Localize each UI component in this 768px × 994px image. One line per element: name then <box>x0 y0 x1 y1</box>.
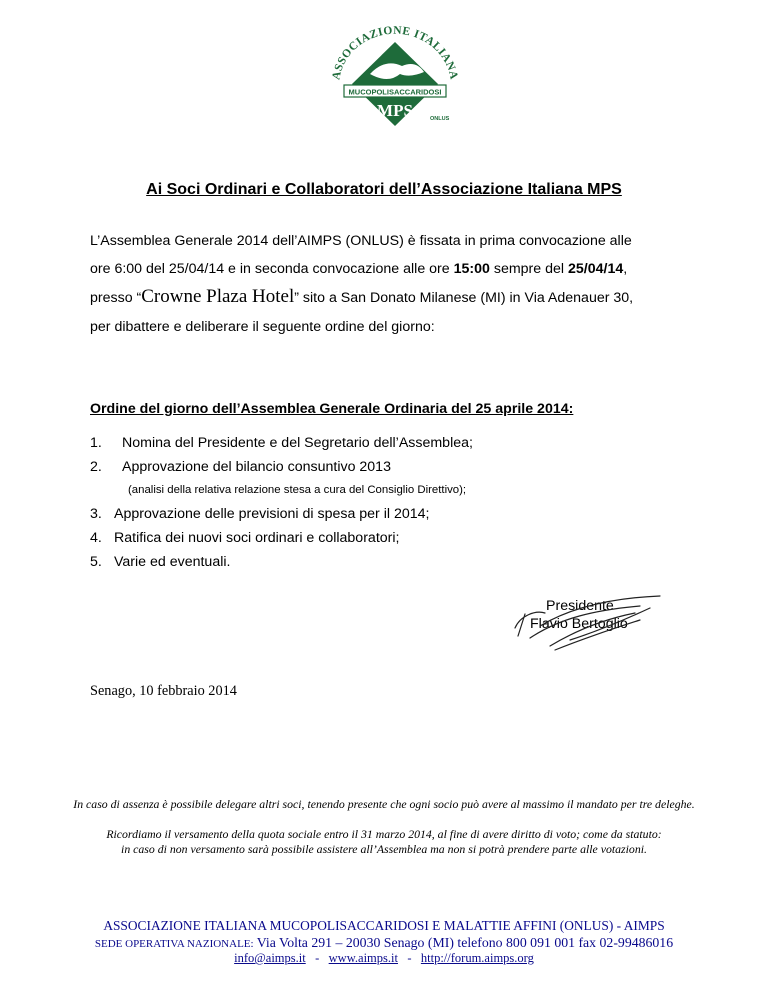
intro-line-4: per dibattere e deliberare il seguente ordine del giorno: <box>90 319 435 335</box>
intro-line-2 <box>90 255 685 283</box>
agenda-number: 2. <box>90 459 102 475</box>
agenda-number: 3. <box>90 506 102 522</box>
agenda-number: 5. <box>90 554 102 570</box>
email-link[interactable]: info@aimps.it <box>234 951 306 965</box>
intro-text: sempre del <box>489 261 568 277</box>
footer-separator: - <box>407 951 412 965</box>
agenda-text: Approvazione del bilancio consuntivo 2013 <box>122 459 391 475</box>
agenda-text: Ratifica dei nuovi soci ordinari e collaboratori; <box>114 530 400 546</box>
intro-text: ore 6:00 del 25/04/14 e in seconda convocazione alle ore <box>90 261 454 277</box>
agenda-item <box>90 530 399 546</box>
signature-name: Flavio Bertoglio <box>530 616 628 632</box>
document-date: Senago, 10 febbraio 2014 <box>90 683 237 699</box>
intro-line-3 <box>90 283 685 312</box>
intro-text: presso “ <box>90 290 142 306</box>
agenda-item <box>90 459 391 475</box>
forum-link[interactable]: http://forum.aimps.org <box>420 951 534 965</box>
agenda-sub-note: (analisi della relativa relazione stesa a cura del Consiglio Direttivo); <box>128 484 467 496</box>
aimps-logo <box>330 14 460 129</box>
agenda-title: Ordine del giorno dell’Assemblea Generale Ordinaria del 25 aprile 2014: <box>90 401 574 417</box>
logo-arc-text: ASSOCIAZIONE ITALIANA <box>330 24 460 81</box>
logo-mark: MPS <box>377 101 413 120</box>
logo-tag: ONLUS <box>430 116 450 122</box>
agenda-number: 4. <box>90 530 102 546</box>
footer-address-text: Via Volta 291 – 20030 Senago (MI) telefono 800 091 001 fax 02-99486016 <box>253 935 674 950</box>
agenda-item <box>90 554 230 570</box>
footer-org-name: ASSOCIAZIONE ITALIANA MUCOPOLISACCARIDOSI E MALATTIE AFFINI (ONLUS) - AIMPS <box>103 918 665 933</box>
delegation-note: In caso di assenza è possibile delegare altri soci, tenendo presente che ogni socio può avere al massimo il mandato per tre deleghe. <box>73 797 695 811</box>
fee-note-2: in caso di non versamento sarà possibile assistere all’Assemblea ma non si potrà prendere parte alle votazioni. <box>121 842 647 856</box>
agenda-text: Approvazione delle previsioni di spesa per il 2014; <box>114 506 430 522</box>
logo-band-text: MUCOPOLISACCARIDOSI <box>348 87 442 97</box>
footer-links <box>0 951 768 966</box>
agenda-item <box>90 435 473 451</box>
website-link[interactable]: www.aimps.it <box>328 951 398 965</box>
second-call-time: 15:00 <box>453 261 490 277</box>
footer-sede-label: SEDE OPERATIVA NAZIONALE: <box>94 938 254 950</box>
page-title: Ai Soci Ordinari e Collaboratori dell’Associazione Italiana MPS <box>146 181 622 198</box>
footer-address <box>0 935 768 951</box>
agenda-item <box>90 506 429 522</box>
footer-separator: - <box>315 951 320 965</box>
venue-name: Crowne Plaza Hotel <box>141 286 295 307</box>
agenda-text: Nomina del Presidente e del Segretario dell’Assemblea; <box>122 435 473 451</box>
signature-role: Presidente <box>546 598 614 614</box>
intro-text: ” sito a San Donato Milanese (MI) in Via Adenauer 30, <box>294 290 634 306</box>
intro-text: , <box>623 261 628 277</box>
second-call-date: 25/04/14 <box>568 261 624 277</box>
agenda-text: Varie ed eventuali. <box>114 554 231 570</box>
agenda-number: 1. <box>90 435 102 451</box>
fee-note-1: Ricordiamo il versamento della quota sociale entro il 31 marzo 2014, al fine di avere diritto di voto; come da statuto: <box>106 827 662 841</box>
handwritten-signature <box>500 588 670 658</box>
intro-line-1: L’Assemblea Generale 2014 dell’AIMPS (ONLUS) è fissata in prima convocazione alle <box>90 233 632 249</box>
